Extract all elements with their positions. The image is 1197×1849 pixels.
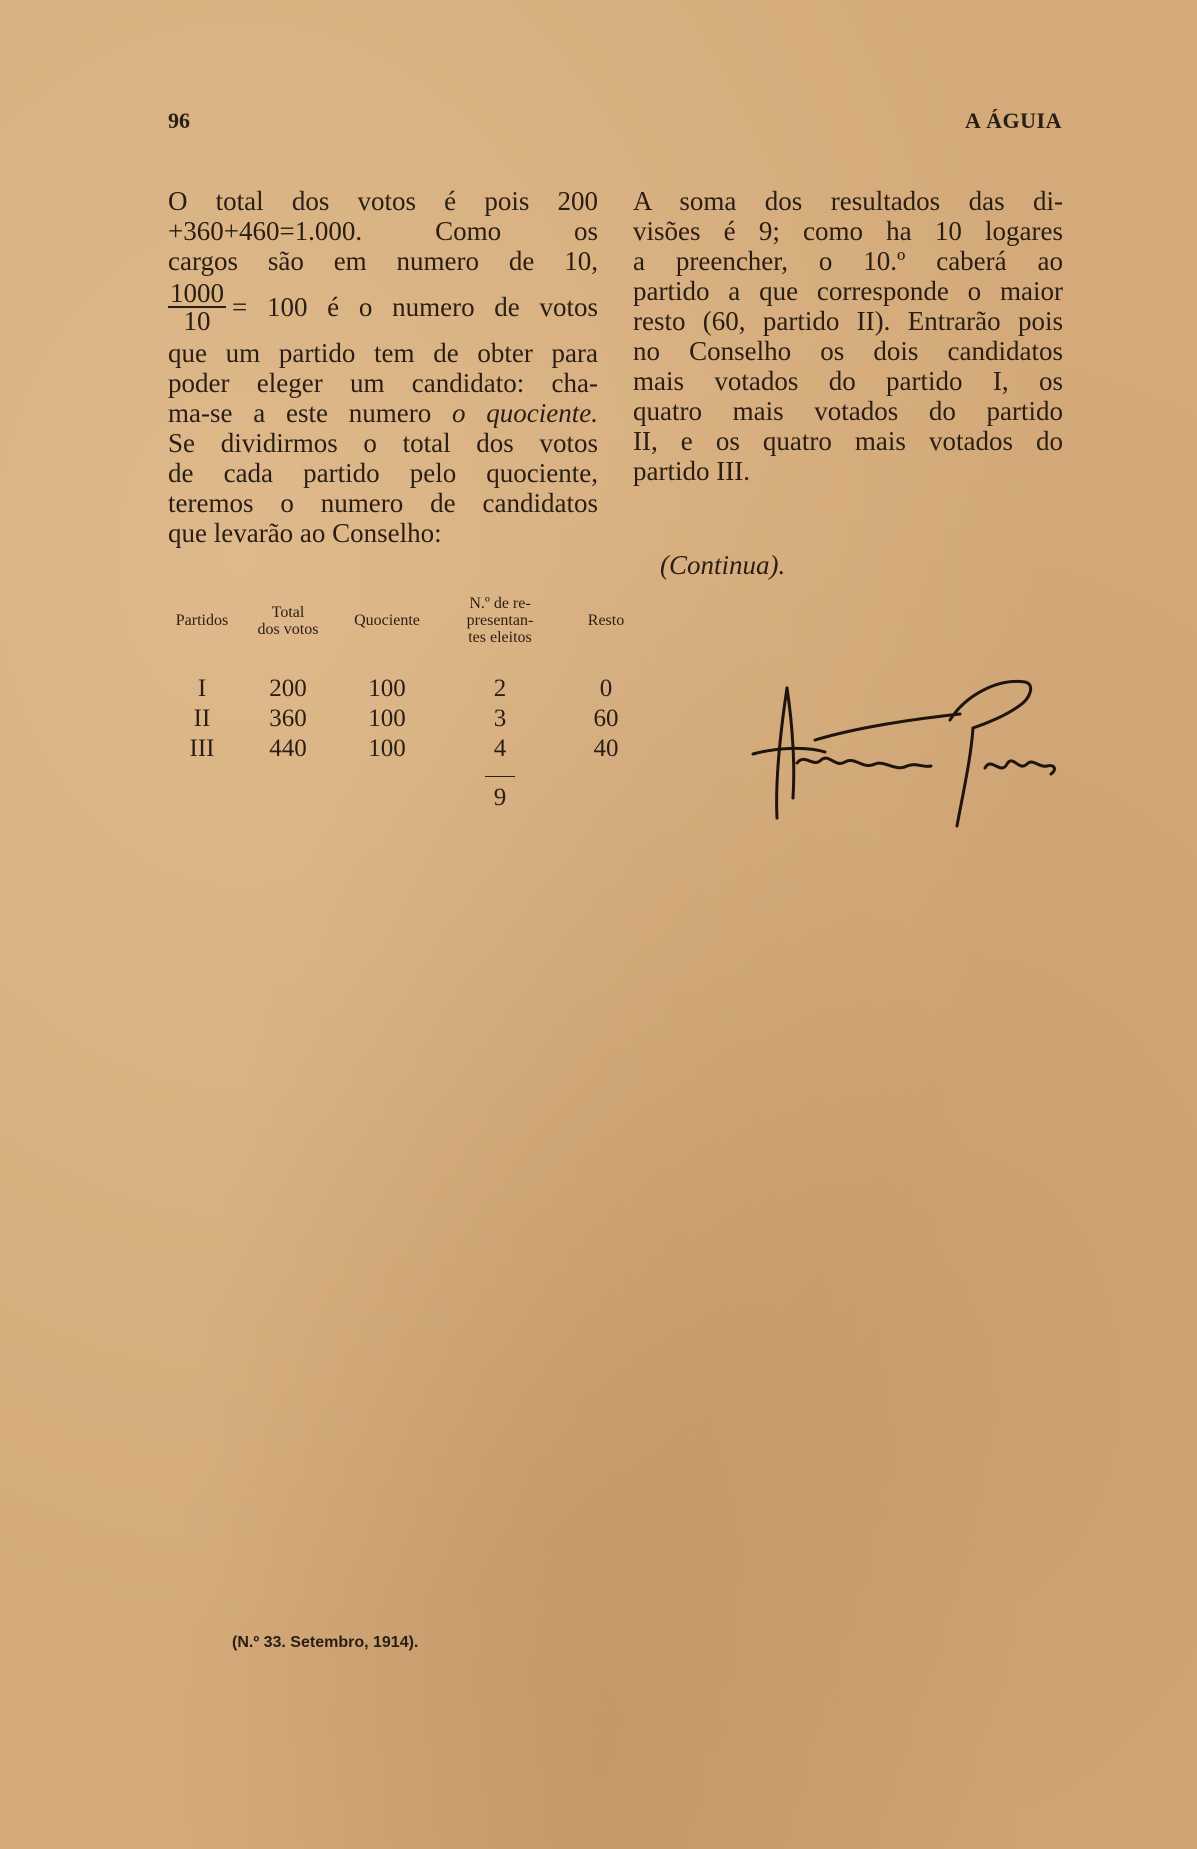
right-column bbox=[633, 186, 1063, 486]
header-partidos: Partidos bbox=[175, 612, 229, 629]
cell-eleitos: 3 bbox=[493, 705, 507, 732]
table-row bbox=[162, 674, 652, 704]
cell-total: 200 bbox=[269, 675, 307, 702]
journal-title: A ÁGUIA bbox=[964, 108, 1062, 133]
cell-total: 440 bbox=[269, 735, 307, 762]
fraction-numerator: 1000 bbox=[170, 278, 224, 308]
italic-term: o quociente. bbox=[452, 398, 598, 428]
issue-footer: (N.º 33. Setembro, 1914). bbox=[232, 1634, 419, 1651]
table-row bbox=[162, 704, 652, 734]
sum-value: 9 bbox=[485, 776, 515, 813]
author-signature bbox=[735, 668, 1065, 828]
header-repr-line1: N.º de re- bbox=[469, 595, 531, 612]
cell-quociente: 100 bbox=[368, 705, 406, 732]
table-sum-row bbox=[162, 764, 652, 813]
cell-resto: 60 bbox=[593, 705, 619, 732]
cell-total: 360 bbox=[269, 705, 307, 732]
continua-note: (Continua). bbox=[660, 550, 786, 580]
text-line: de cada partido pelo quociente, bbox=[168, 458, 598, 488]
text-fragment: ma-se a este numero bbox=[168, 398, 453, 428]
header-total bbox=[242, 595, 334, 674]
cell-resto: 0 bbox=[599, 675, 613, 702]
text-line: = 100 é o numero de votos bbox=[232, 292, 598, 322]
header-repr-line2: presentan- bbox=[466, 612, 534, 629]
header-resto: Resto bbox=[587, 612, 625, 629]
text-line: resto (60, partido II). Entrarão pois bbox=[633, 306, 1063, 336]
cell-eleitos: 2 bbox=[493, 675, 507, 702]
cell-quociente: 100 bbox=[368, 735, 406, 762]
text-line bbox=[168, 398, 598, 428]
text-line: O total dos votos é pois 200 bbox=[168, 186, 598, 216]
cell-quociente: 100 bbox=[368, 675, 406, 702]
results-table bbox=[162, 595, 652, 813]
left-column bbox=[168, 186, 598, 548]
table-header-row bbox=[162, 595, 652, 674]
text-line: visões é 9; como ha 10 logares bbox=[633, 216, 1063, 246]
cell-resto: 40 bbox=[593, 735, 619, 762]
text-line: que levarão ao Conselho: bbox=[168, 518, 442, 548]
header-quociente: Quociente bbox=[354, 612, 420, 629]
text-line: +360+460=1.000. Como os bbox=[168, 216, 598, 246]
cell-partido: I bbox=[197, 675, 207, 702]
header-repr-line3: tes eleitos bbox=[468, 629, 532, 646]
text-line: poder eleger um candidato: cha- bbox=[168, 368, 598, 398]
cell-partido: II bbox=[193, 705, 211, 732]
text-line: no Conselho os dois candidatos bbox=[633, 336, 1063, 366]
text-line: a preencher, o 10.º caberá ao bbox=[633, 246, 1063, 276]
fraction-denominator: 10 bbox=[183, 306, 211, 336]
header-total-line2: dos votos bbox=[257, 620, 319, 638]
header-representantes bbox=[440, 595, 560, 674]
text-line: partido III. bbox=[633, 456, 750, 486]
header-total-line1: Total bbox=[271, 603, 305, 621]
text-line: que um partido tem de obter para bbox=[168, 338, 598, 368]
fraction bbox=[168, 280, 226, 334]
cell-sum-eleitos bbox=[440, 764, 560, 813]
text-line: quatro mais votados do partido bbox=[633, 396, 1063, 426]
text-line: II, e os quatro mais votados do bbox=[633, 426, 1063, 456]
text-line: teremos o numero de candidatos bbox=[168, 488, 598, 518]
text-line: A soma dos resultados das di- bbox=[633, 186, 1063, 216]
page-number: 96 bbox=[168, 108, 190, 133]
fraction-line bbox=[168, 280, 598, 334]
cell-eleitos: 4 bbox=[493, 735, 507, 762]
cell-partido: III bbox=[189, 735, 215, 762]
text-line: mais votados do partido I, os bbox=[633, 366, 1063, 396]
table-row bbox=[162, 734, 652, 764]
text-line: cargos são em numero de 10, bbox=[168, 246, 598, 276]
text-line: partido a que corresponde o maior bbox=[633, 276, 1063, 306]
text-line: Se dividirmos o total dos votos bbox=[168, 428, 598, 458]
